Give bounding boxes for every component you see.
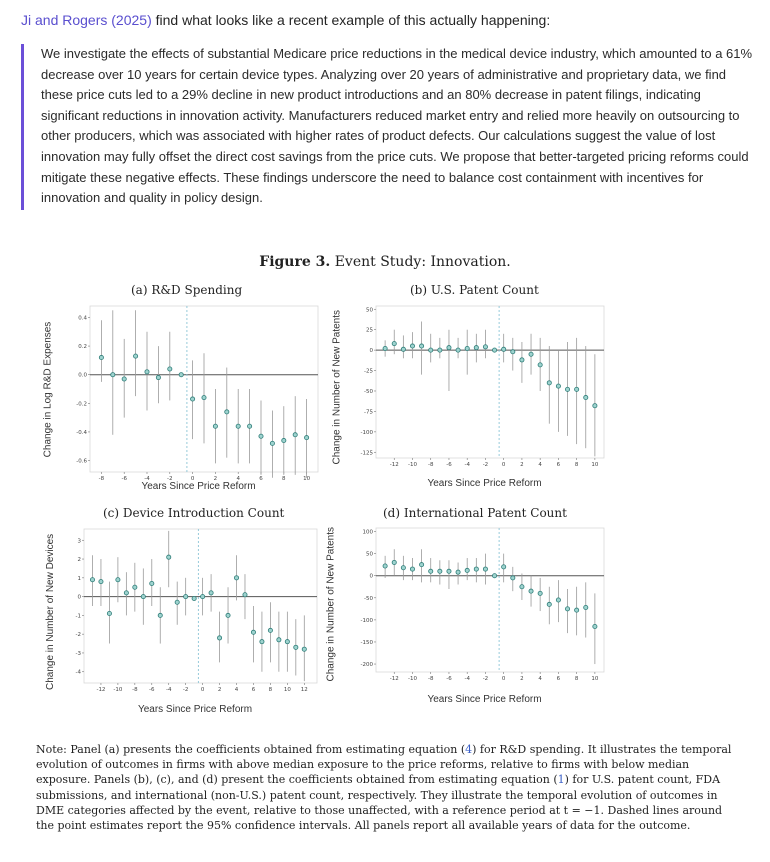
data-point: [565, 607, 569, 611]
y-tick-label: -0.2: [76, 401, 87, 408]
data-point: [483, 345, 487, 349]
x-tick-label: -6: [149, 687, 155, 693]
panel-a-title: (a) R&D Spending: [131, 283, 243, 297]
data-point: [465, 346, 469, 350]
x-tick-label: 8: [268, 687, 273, 693]
data-point: [511, 350, 515, 354]
note-part-2: ) for R&D spending. It illustrates the temporal evolution of outcomes in firms with above median exposure to the price reforms, relative to firms with below median exposure. Panels (b), (c), and (d) present the coefficients obtained from estimating equation (: [36, 743, 732, 787]
plot-frame: [84, 529, 317, 683]
data-point: [584, 395, 588, 399]
panel-c-plot: [70, 527, 320, 695]
data-point: [270, 441, 274, 445]
x-tick-label: 8: [574, 462, 579, 468]
data-point: [225, 410, 229, 414]
data-point: [392, 560, 396, 564]
y-tick-label: 50: [366, 551, 373, 558]
x-tick-label: 10: [591, 676, 599, 682]
data-point: [192, 596, 196, 600]
data-point: [179, 373, 183, 377]
x-tick-label: 2: [520, 462, 524, 468]
data-point: [511, 576, 515, 580]
data-point: [99, 355, 103, 359]
y-tick-label: -125: [360, 450, 373, 457]
y-tick-label: -0.6: [76, 458, 87, 465]
data-point: [547, 381, 551, 385]
y-tick-label: 1: [77, 575, 81, 582]
y-tick-label: 0.2: [78, 344, 87, 351]
data-point: [538, 591, 542, 595]
y-tick-label: 50: [366, 307, 373, 314]
x-tick-label: 6: [556, 462, 561, 468]
data-point: [447, 346, 451, 350]
y-tick-label: -1: [75, 613, 81, 620]
y-tick-label: 0.4: [78, 315, 87, 322]
x-tick-label: 10: [591, 462, 599, 468]
x-tick-label: 0: [501, 462, 506, 468]
data-point: [538, 363, 542, 367]
data-point: [492, 348, 496, 352]
data-point: [474, 567, 478, 571]
x-tick-label: 4: [236, 476, 240, 482]
data-point: [529, 352, 533, 356]
equation-1-link[interactable]: 1: [557, 773, 565, 787]
data-point: [456, 570, 460, 574]
data-point: [438, 569, 442, 573]
data-point: [226, 613, 230, 617]
data-point: [175, 600, 179, 604]
data-point: [184, 595, 188, 599]
x-tick-label: 10: [303, 476, 311, 482]
x-tick-label: -2: [182, 687, 189, 693]
panel-d-title: (d) International Patent Count: [383, 506, 567, 520]
x-tick-label: 8: [574, 676, 579, 682]
x-tick-label: 10: [283, 687, 291, 693]
intro-text: find what looks like a recent example of this actually happening:: [151, 12, 551, 28]
blockquote: [21, 44, 759, 210]
data-point: [90, 578, 94, 582]
data-point: [302, 647, 306, 651]
y-tick-label: 3: [77, 538, 81, 545]
x-tick-label: 0: [200, 687, 205, 693]
data-point: [99, 579, 103, 583]
data-point: [158, 613, 162, 617]
y-tick-label: 100: [362, 529, 373, 536]
x-tick-label: -12: [389, 676, 399, 682]
data-point: [168, 367, 172, 371]
y-tick-label: -4: [75, 669, 81, 676]
y-tick-label: -150: [360, 639, 373, 646]
data-point: [556, 598, 560, 602]
panel-c-title: (c) Device Introduction Count: [103, 506, 285, 520]
data-point: [294, 645, 298, 649]
data-point: [285, 640, 289, 644]
data-point: [282, 438, 286, 442]
figure-label: Figure 3.: [259, 254, 331, 270]
data-point: [383, 346, 387, 350]
x-tick-label: -2: [167, 476, 173, 482]
x-tick-label: -8: [427, 462, 434, 468]
data-point: [167, 555, 171, 559]
data-point: [429, 569, 433, 573]
data-point: [305, 436, 309, 440]
data-point: [401, 347, 405, 351]
data-point: [383, 564, 387, 568]
x-tick-label: -2: [482, 462, 489, 468]
x-tick-label: -8: [98, 476, 105, 482]
data-point: [474, 346, 478, 350]
figure-caption: Event Study: Innovation.: [334, 254, 511, 270]
y-tick-label: -200: [360, 662, 373, 669]
x-tick-label: 4: [538, 462, 542, 468]
equation-4-link[interactable]: 4: [465, 743, 473, 756]
panel-d-ylabel: Change in Number of New Patents: [325, 526, 337, 682]
data-point: [111, 373, 115, 377]
data-point: [502, 565, 506, 569]
data-point: [520, 358, 524, 362]
y-tick-label: 25: [366, 327, 373, 334]
x-tick-label: -4: [144, 476, 150, 482]
x-tick-label: 2: [213, 476, 218, 482]
data-point: [209, 591, 213, 595]
data-point: [213, 424, 217, 428]
x-tick-label: 0: [501, 676, 506, 682]
y-tick-label: -50: [364, 595, 373, 602]
x-tick-label: 2: [520, 676, 524, 682]
x-tick-label: -8: [132, 687, 138, 693]
panel-c-ylabel: Change in Number of New Devices: [45, 533, 56, 690]
x-tick-label: -8: [427, 676, 434, 682]
y-tick-label: -0.4: [76, 429, 87, 436]
data-point: [156, 375, 160, 379]
data-point: [202, 395, 206, 399]
x-tick-label: -10: [407, 676, 417, 682]
x-tick-label: -10: [407, 462, 417, 468]
data-point: [236, 424, 240, 428]
x-tick-label: 0: [190, 476, 195, 482]
data-point: [268, 628, 272, 632]
y-tick-label: -3: [75, 650, 81, 657]
data-point: [217, 636, 221, 640]
y-tick-label: -75: [364, 409, 373, 416]
y-tick-label: 0: [77, 594, 81, 601]
x-tick-label: -12: [389, 462, 399, 468]
panel-c-xlabel: Years Since Price Reform: [137, 704, 253, 715]
panel-b-title: (b) U.S. Patent Count: [410, 283, 539, 297]
data-point: [259, 434, 263, 438]
data-point: [556, 384, 560, 388]
panel-d-xlabel: Years Since Price Reform: [427, 694, 542, 705]
data-point: [243, 593, 247, 597]
panel-a-ylabel: Change in Log R&D Expenses: [42, 321, 54, 458]
data-point: [520, 585, 524, 589]
data-point: [251, 630, 255, 634]
data-point: [122, 377, 126, 381]
x-tick-label: 6: [556, 676, 561, 682]
x-tick-label: -4: [464, 462, 470, 468]
panel-a-xlabel: Years Since Price Reform: [141, 481, 256, 492]
data-point: [410, 567, 414, 571]
data-point: [593, 404, 597, 408]
data-point: [133, 585, 137, 589]
x-tick-label: 12: [300, 687, 308, 693]
panel-b-plot: [362, 304, 607, 470]
data-point: [145, 370, 149, 374]
citation-link[interactable]: Ji and Rogers (2025): [21, 12, 152, 28]
x-tick-label: 6: [259, 476, 263, 482]
x-tick-label: -4: [165, 687, 172, 693]
panel-b-ylabel: Change in Number of New Patents: [331, 309, 343, 465]
plot-frame: [376, 306, 604, 458]
y-tick-label: -100: [360, 429, 373, 436]
data-point: [438, 348, 442, 352]
y-tick-label: 0: [369, 573, 373, 580]
data-point: [150, 581, 154, 585]
data-point: [141, 595, 145, 599]
y-tick-label: 0.0: [78, 372, 87, 379]
x-tick-label: -12: [96, 687, 106, 693]
x-tick-label: -6: [121, 476, 127, 482]
figure-note: [36, 742, 736, 833]
data-point: [584, 605, 588, 609]
data-point: [277, 638, 281, 642]
data-point: [492, 574, 496, 578]
data-point: [116, 578, 120, 582]
data-point: [201, 595, 205, 599]
data-point: [260, 640, 264, 644]
abstract-text: We investigate the effects of substantial Medicare price reductions in the medical device industry, which amounted to a 61% decrease over 10 years for certain device types. Analyzing over 20 years of administrative and proprietary data, we find these price cuts led to a 29% decline in new product introductions and an 80% decrease in patent filings, indicating significant reductions in innovation activity. Manufacturers reduced market entry and relied more heavily on outsourcing to other producers, which was associated with higher rates of product defects. Our calculations suggest the value of lost innovation may fully offset the direct cost savings from the price cuts. We propose that better-targeted pricing reforms could mitigate these negative effects. These findings underscore the need to balance cost containment with incentives for innovation and quality in policy design.: [41, 46, 753, 206]
figure-title: [0, 254, 770, 270]
data-point: [565, 387, 569, 391]
data-point: [447, 569, 451, 573]
x-tick-label: 4: [234, 687, 239, 693]
data-point: [547, 602, 551, 606]
x-tick-label: 6: [251, 687, 256, 693]
panel-d-plot: [362, 526, 607, 684]
x-tick-label: -2: [482, 676, 489, 682]
x-tick-label: -6: [446, 676, 452, 682]
data-point: [575, 608, 579, 612]
data-point: [575, 387, 579, 391]
x-tick-label: 8: [282, 476, 286, 482]
y-tick-label: -25: [364, 368, 373, 375]
data-point: [293, 433, 297, 437]
x-tick-label: -10: [113, 687, 123, 693]
data-point: [248, 424, 252, 428]
data-point: [134, 354, 138, 358]
panel-a-plot: [76, 304, 321, 484]
data-point: [401, 566, 405, 570]
x-tick-label: 2: [217, 687, 222, 693]
intro-line: [21, 10, 550, 30]
data-point: [502, 347, 506, 351]
x-tick-label: -4: [464, 676, 470, 682]
plot-frame: [376, 528, 604, 672]
data-point: [410, 344, 414, 348]
data-point: [465, 568, 469, 572]
data-point: [392, 341, 396, 345]
data-point: [456, 348, 460, 352]
x-tick-label: 4: [538, 676, 542, 682]
x-tick-label: -6: [446, 462, 452, 468]
note-part-3: ) for U.S. patent count, FDA submissions, and international (non-U.S.) patent count, respectively. They illustrate the temporal evolution of outcomes in DME categories affected by the event, relative to those unaffected, with a reference period at t = −1. Dashed lines around the point estimates report the 95% confidence intervals. All panels report all available years of data for the outcome.: [36, 773, 723, 833]
y-tick-label: -2: [75, 632, 81, 639]
data-point: [420, 344, 424, 348]
data-point: [191, 397, 195, 401]
panel-b-xlabel: Years Since Price Reform: [427, 478, 542, 489]
y-tick-label: -100: [360, 617, 373, 624]
y-tick-label: 2: [77, 557, 81, 564]
data-point: [124, 591, 128, 595]
y-tick-label: 0: [369, 348, 373, 355]
data-point: [483, 567, 487, 571]
data-point: [420, 563, 424, 567]
data-point: [593, 624, 597, 628]
data-point: [107, 611, 111, 615]
data-point: [529, 589, 533, 593]
data-point: [429, 348, 433, 352]
y-tick-label: -50: [364, 388, 373, 395]
note-part-1: Note: Panel (a) presents the coefficients obtained from estimating equation (: [36, 743, 466, 756]
data-point: [234, 576, 238, 580]
